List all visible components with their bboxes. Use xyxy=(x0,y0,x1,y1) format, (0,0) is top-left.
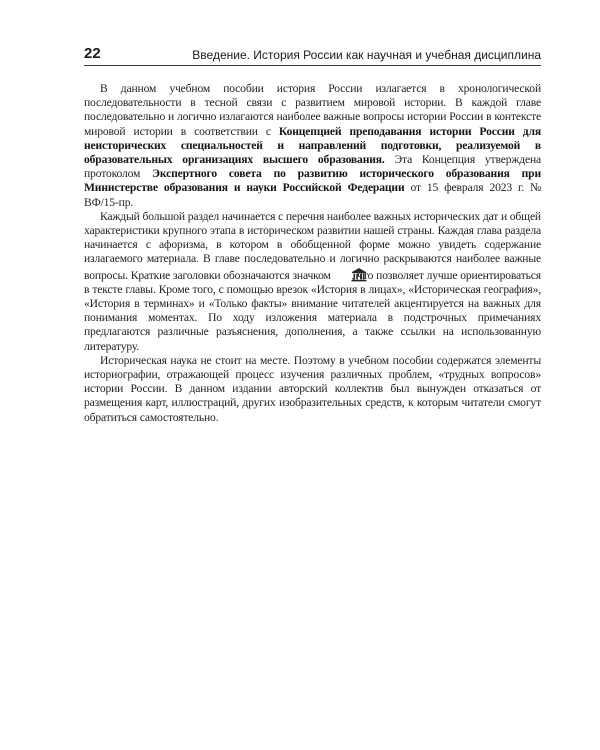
paragraph-2 xyxy=(84,210,541,354)
paragraph-1-text-b: Эта Концепция утверждена протоколом xyxy=(84,153,542,181)
paragraph-1-bold-council: Экспертного совета по развитию исторического образования при Министерстве образования и науки Российской Федерации xyxy=(84,167,541,195)
museum-building-icon xyxy=(335,267,351,282)
page-number: 22 xyxy=(84,45,101,62)
paragraph-2-text-b: , что позволяет лучше ориентироваться в тексте главы. Кроме того, с помощью врезок «История в лицах», «Историческая география», «История в терминах» и «Только факты» внимание читателей акцентируется на важных для понимания моментах. По ходу изложения материала в подстрочных примечаниях предлагаются различные разъяснения, дополнения, а также ссылки на использованную литературу. xyxy=(84,268,541,353)
paragraph-1-text-c: от 15 февраля 2023 г. № ВФ/15-пр. xyxy=(84,181,541,209)
paragraph-1-bold-concept: Концепцией преподавания истории России для неисторических специальностей и направлений подготовки, реализуемой в образовательных организациях высшего образования. xyxy=(84,124,541,167)
running-title: Введение. История России как научная и учебная дисциплина xyxy=(192,48,541,62)
paragraph-2-text-a: Каждый большой раздел начинается с перечня наиболее важных исторических дат и общей характеристики крупного этапа в историческом развитии нашей страны. Каждая глава раздела начинается с афоризма, в котором в обобщенной форме можно увидеть содержание излагаемого материала. В главе последовательно и логично раскрываются наиболее важные вопросы. Краткие заголовки обозначаются значком xyxy=(84,209,541,282)
paragraph-3 xyxy=(84,354,541,425)
paragraph-1-text-a: В данном учебном пособии история России излагается в хронологической последовательности в тесной связи с развитием мировой истории. В каждой главе последовательно и логично излагаются наиболее важные вопросы истории России в контексте мировой истории в соответствии с xyxy=(84,82,541,138)
paragraph-3-text-a: Историческая наука не стоит на месте. Поэтому в учебном пособии содержатся элементы историографии, отражающей процесс изучения различных проблем, «трудных вопросов» истории России. В данном издании авторский коллектив был вынужден отказаться от размещения карт, иллюстраций, других изобразительных средств, к которым читатели смогут обратиться самостоятельно. xyxy=(84,353,541,424)
paragraph-1 xyxy=(84,82,541,210)
running-header xyxy=(84,40,541,66)
main-text xyxy=(84,82,541,425)
